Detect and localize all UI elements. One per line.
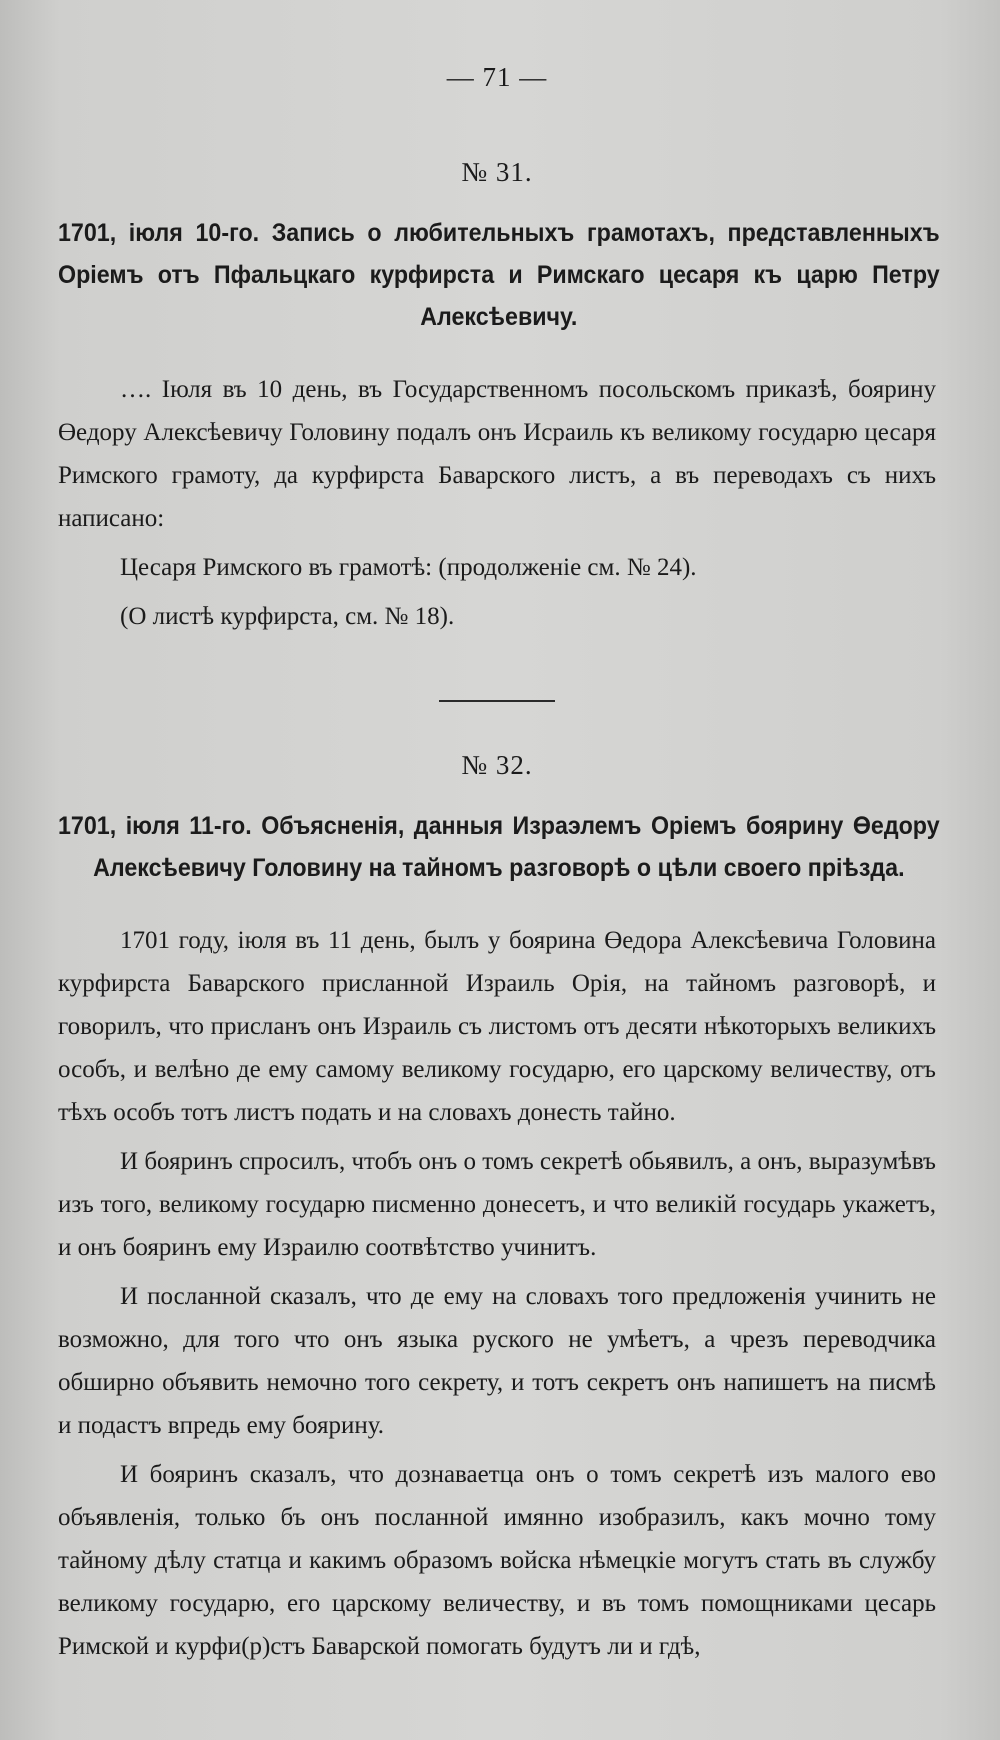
paragraph: 1701 году, іюля въ 11 день, былъ у боярина Өедора Алексѣевича Головина курфирста Баварского присланной Израиль Орія, на тайномъ разговорѣ, и говорилъ, что присланъ онъ Израиль съ листомъ отъ десяти нѣкоторыхъ великихъ особъ, и велѣно де ему самому великому государю, его царскому величеству, отъ тѣхъ особъ тотъ листъ подать и на словахъ донесть тайно.	[58, 927, 936, 1126]
paragraph: (О листѣ курфирста, см. № 18).	[120, 603, 455, 630]
paragraph: И бояринъ спросилъ, чтобъ онъ о томъ секретѣ обьявилъ, а онъ, выразумѣвъ изъ того, великому государю писменно донесетъ, и что великій государь укажетъ, и онъ бояринъ ему Израилю соотвѣтство учинитъ.	[58, 1148, 936, 1261]
page-number: — 71 —	[446, 62, 548, 92]
document-number: № 32.	[461, 750, 533, 780]
paragraph: И посланной сказалъ, что де ему на словахъ того предложенія учинить не возможно, для того что онъ языка руского не умѣетъ, а чрезъ переводчика обширно объявить немочно того секрету, и тотъ секретъ онъ напишетъ на писмѣ и подастъ впредь ему боярину.	[58, 1283, 936, 1439]
document-title: 1701, іюля 10-го. Запись о любительныхъ грамотахъ, представленныхъ Оріемъ отъ Пфальцкаго курфирста и Римскаго цесаря къ царю Петру Алексѣевичу.	[58, 219, 940, 331]
paragraph: Цесаря Римского въ грамотѣ: (продолженіе см. № 24).	[120, 554, 697, 581]
document-title: 1701, іюля 11-го. Объясненія, данныя Израэлемъ Оріемъ боярину Өедору Алексѣевичу Головину на тайномъ разговорѣ о цѣли своего пріѣзда.	[58, 812, 940, 882]
document-number: № 31.	[461, 157, 533, 187]
paragraph: И бояринъ сказалъ, что дознаваетца онъ о томъ секретѣ изъ малого ево объявленія, только бъ онъ посланной имянно изобразилъ, какъ мочно тому тайному дѣлу статца и какимъ образомъ войска нѣмецкіе могутъ стать въ службу великому государю, его царскому величеству, и въ томъ помощниками цесарь Римской и курфи(р)стъ Баварской помогать будутъ ли и гдѣ,	[58, 1461, 936, 1660]
paragraph: …. Іюля въ 10 день, въ Государственномъ посольскомъ приказѣ, боярину Өедору Алексѣевичу Головину подалъ онъ Исраиль къ великому государю цесаря Римского грамоту, да курфирста Баварского листъ, а въ переводахъ съ нихъ написано:	[58, 376, 936, 532]
section-divider	[439, 700, 555, 702]
document-section-31	[58, 157, 940, 638]
document-section-32	[58, 750, 940, 1668]
